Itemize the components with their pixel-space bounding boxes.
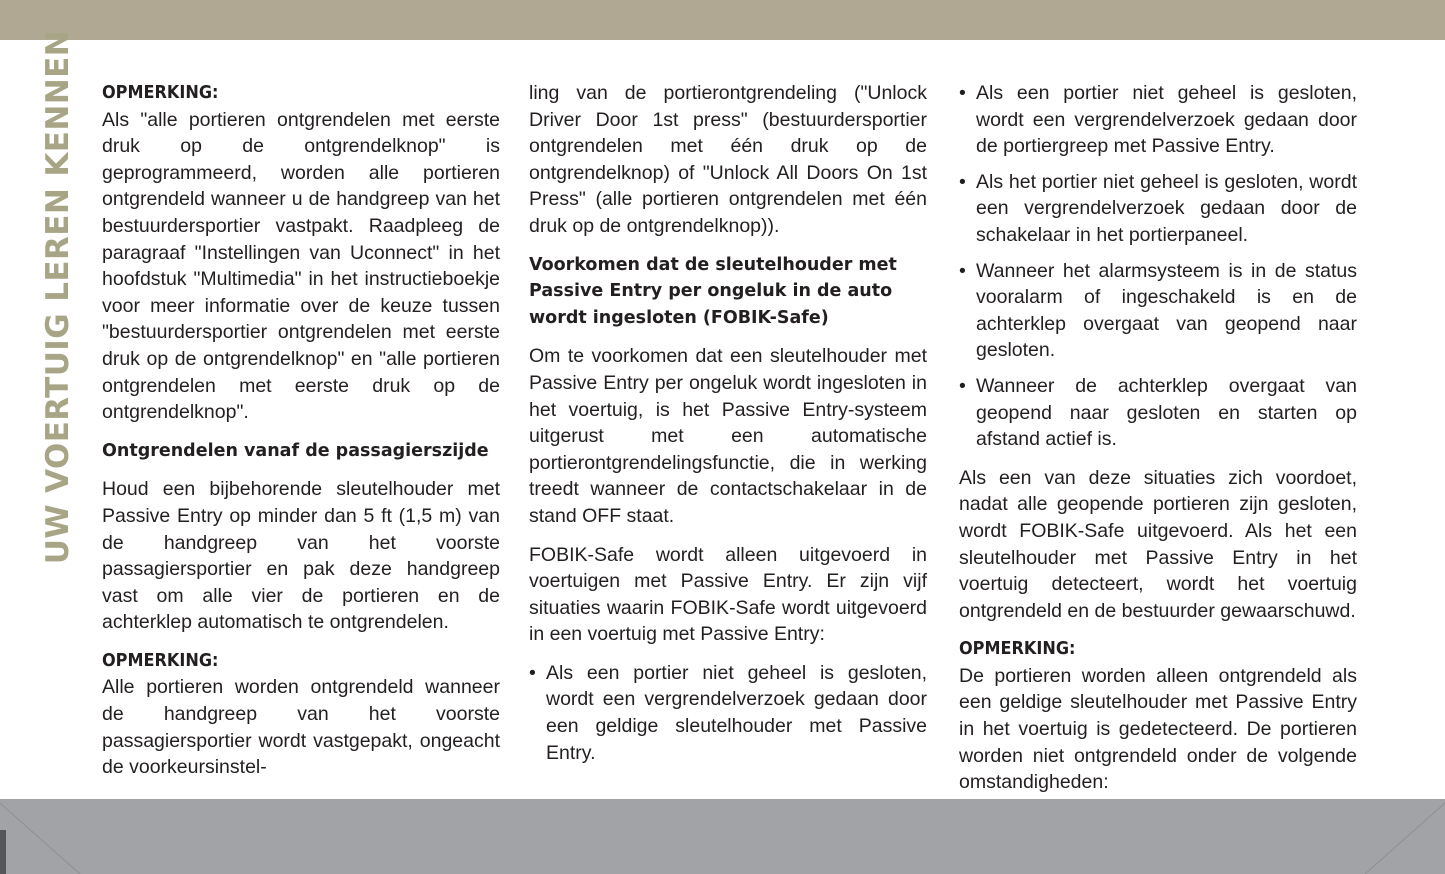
list-item — [959, 80, 1357, 160]
note-text: Als "alle portieren ontgrendelen met eerste druk op de ontgrendelknop" is geprogrammeerd, worden alle portieren ontgrendeld wanneer u de handgreep van het bestuurdersportier vastpakt. Raadpleeg de paragraaf "Instellingen van Uconnect" in het hoofdstuk "Multimedia" in het instructieboekje voor meer informatie over de keuze tussen "bestuurdersportier ontgrendelen met eerste druk op de ontgrendelknop" en "alle portieren ontgrendelen met eerste druk op de ontgrendelknop". — [102, 108, 500, 424]
list-item — [959, 258, 1357, 364]
top-color-band — [0, 0, 1445, 40]
list-item — [959, 373, 1357, 453]
section-heading: Voorkomen dat de sleutelhouder met Passive Entry per ongeluk in de auto wordt ingesloten (FOBIK-Safe) — [529, 254, 897, 328]
text-column-3 — [959, 80, 1357, 808]
bullet-icon: • — [529, 661, 536, 684]
bullet-icon: • — [959, 82, 966, 104]
note-heading: OPMERKING: — [102, 83, 219, 103]
section-paragraph: Houd een bijbehorende sleutelhouder met Passive Entry op minder dan 5 ft (1,5 m) van de handgreep van het voorste passagiersportier en pak deze handgreep vast om alle vier de portieren en de achterklep automatisch te ontgrendelen. — [102, 478, 500, 634]
side-title-text: UW VOERTUIG LEREN KENNEN — [40, 29, 76, 565]
text-column-1 — [102, 80, 500, 793]
section-side-title — [40, 29, 76, 565]
text-column-2 — [529, 80, 927, 778]
situation-list — [529, 660, 927, 766]
bullet-icon: • — [959, 170, 966, 193]
note-heading: OPMERKING: — [959, 639, 1076, 660]
list-item-text: Wanneer de achterklep overgaat van geopend naar gesloten en starten op afstand actief is. — [976, 374, 1357, 451]
list-item-text: Als het portier niet geheel is gesloten, wordt een vergrendelverzoek gedaan door de schakelaar in het portierpaneel. — [976, 170, 1357, 246]
list-item-text: Als een portier niet geheel is gesloten, wordt een vergrendelverzoek gedaan door de portiergreep met Passive Entry. — [976, 82, 1357, 158]
corner-fold-lines — [0, 799, 1445, 874]
situation-list — [959, 80, 1357, 453]
list-item — [959, 169, 1357, 249]
list-item-text: Wanneer het alarmsysteem is in de status vooralarm of ingeschakeld is en de achterklep overgaat van geopend naar gesloten. — [976, 259, 1357, 362]
section-heading: Ontgrendelen vanaf de passagierszijde — [102, 440, 489, 461]
note-text: De portieren worden alleen ontgrendeld als een geldige sleutelhouder met Passive Entry in het voertuig is gedetecteerd. De portieren worden niet ontgrendeld onder de volgende omstandigheden: — [959, 664, 1357, 794]
list-item — [529, 660, 927, 766]
bullet-icon: • — [959, 259, 966, 282]
section-paragraph: FOBIK-Safe wordt alleen uitgevoerd in voertuigen met Passive Entry. Er zijn vijf situaties waarin FOBIK-Safe wordt uitgevoerd in een voertuig met Passive Entry: — [529, 543, 927, 646]
list-item-text: Als een portier niet geheel is gesloten, wordt een vergrendelverzoek gedaan door een geldige sleutelhouder met Passive Entry. — [546, 661, 927, 764]
page-edge-mark — [0, 830, 6, 874]
bottom-color-band — [0, 799, 1445, 874]
section-paragraph: Om te voorkomen dat een sleutelhouder met Passive Entry per ongeluk wordt ingesloten in het voertuig, is het Passive Entry-systeem uitgerust met een automatische portierontgrendelingsfunctie, die in werking treedt wanneer de contactschakelaar in de stand OFF staat. — [529, 345, 927, 527]
section-paragraph: Als een van deze situaties zich voordoet, nadat alle geopende portieren zijn gesloten, wordt FOBIK-Safe uitgevoerd. Als het een sleutelhouder met Passive Entry in het voertuig detecteert, wordt het voertuig ontgrendeld en de bestuurder gewaarschuwd. — [959, 466, 1357, 622]
bullet-icon: • — [959, 374, 966, 397]
note-text: Alle portieren worden ontgrendeld wanneer de handgreep van het voorste passagiersportier wordt vastgepakt, ongeacht de voorkeursinstel- — [102, 676, 500, 779]
continued-paragraph: ling van de portierontgrendeling ("Unlock Driver Door 1st press" (bestuurdersportier ontgrendelen met één druk op de ontgrendelknop) of "Unlock All Doors On 1st Press" (alle portieren ontgrendelen met één druk op de ontgrendelknop)). — [529, 82, 927, 237]
note-heading: OPMERKING: — [102, 650, 219, 671]
